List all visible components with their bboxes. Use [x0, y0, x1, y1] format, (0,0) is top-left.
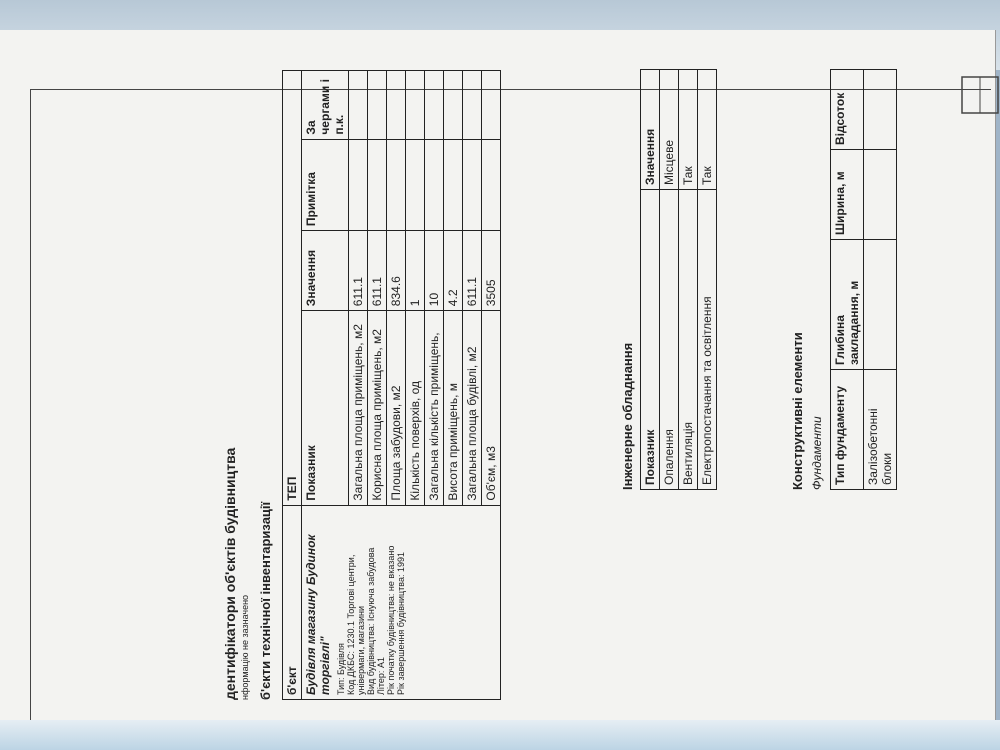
tep-indicator: Корисна площа приміщень, м2 — [368, 311, 387, 505]
tep-indicator: Загальна кількість приміщень, — [425, 311, 444, 505]
foundations-subtitle: Фундаменти — [810, 416, 824, 490]
col-tep-header: ТЕП — [283, 71, 302, 506]
tep-value: 1 — [406, 231, 425, 311]
foundation-offset — [864, 70, 897, 150]
tep-value: 611.1 — [368, 231, 387, 311]
object-line: Вид будівництва: Існуюча забудова — [366, 547, 376, 695]
object-line: Літер: А1 — [376, 657, 386, 695]
tep-note — [349, 139, 368, 230]
foundation-width-header: Ширина, м — [831, 150, 864, 240]
eng-indicator: Вентиляція — [679, 190, 698, 490]
tep-stage — [444, 71, 463, 140]
eng-indicator-header: Показник — [641, 190, 660, 490]
tep-stage-header: За чергами і п.к. — [302, 71, 349, 140]
foundations-table — [830, 69, 897, 490]
tep-value: 834.6 — [387, 231, 406, 311]
tep-note — [482, 139, 501, 230]
tep-indicator: Об'єм, м3 — [482, 311, 501, 505]
tep-value-header: Значення — [302, 231, 349, 311]
object-line: Тип: Будівля — [336, 643, 346, 695]
tep-note — [368, 139, 387, 230]
object-line: універмаги, магазини — [356, 606, 366, 695]
tep-value: 611.1 — [349, 231, 368, 311]
note-text: нформацію не зазначено — [240, 594, 250, 700]
tep-indicator: Кількість поверхів, од — [406, 311, 425, 505]
object-description-cell — [302, 505, 501, 699]
document-page — [0, 30, 996, 735]
tep-value: 611.1 — [463, 231, 482, 311]
table-row — [864, 70, 897, 490]
tep-value: 10 — [425, 231, 444, 311]
objects-table — [282, 70, 501, 700]
table-row — [679, 70, 698, 490]
tep-indicator: Загальна площа приміщень, м2 — [349, 311, 368, 505]
tep-note-header: Примітка — [302, 139, 349, 230]
rotated-document — [0, 70, 1000, 750]
tep-stage — [387, 71, 406, 140]
tep-stage — [368, 71, 387, 140]
tep-indicator: Висота приміщень, м — [444, 311, 463, 505]
eng-indicator: Опалення — [660, 190, 679, 490]
tep-stage — [425, 71, 444, 140]
tep-stage — [406, 71, 425, 140]
eng-indicator: Електропостачання та освітлення — [698, 190, 717, 490]
foundation-width — [864, 150, 897, 240]
tep-value: 3505 — [482, 231, 501, 311]
tep-note — [463, 139, 482, 230]
tep-stage — [482, 71, 501, 140]
tep-stage — [463, 71, 482, 140]
table-row — [660, 70, 679, 490]
background-bottom — [0, 720, 1000, 750]
engineering-table — [640, 69, 717, 490]
eng-value: Місцеве — [660, 70, 679, 190]
foundation-offset-header: Відсоток — [831, 70, 864, 150]
eng-value: Так — [679, 70, 698, 190]
eng-value-header: Значення — [641, 70, 660, 190]
tep-note — [444, 139, 463, 230]
table-row — [698, 70, 717, 490]
object-line: Код ДКБС: 1230.1 Торгові центри, — [346, 554, 356, 695]
foundation-depth — [864, 240, 897, 370]
tep-indicator-header: Показник — [302, 311, 349, 505]
objects-title: б'єкти технічної інвентаризації — [258, 501, 273, 700]
object-line: Рік початку будівництва: не вказано — [386, 545, 396, 695]
tep-value: 4.2 — [444, 231, 463, 311]
tep-note — [406, 139, 425, 230]
structural-title: Конструктивні елементи — [790, 332, 805, 490]
object-name: Будівля магазину Будинок торгівлі" — [304, 534, 332, 695]
foundation-type: Залізобетонні блоки — [864, 370, 897, 490]
tep-indicator: Загальна площа будівлі, м2 — [463, 311, 482, 505]
tep-note — [425, 139, 444, 230]
col-object-header: б'єкт — [283, 505, 302, 699]
eng-value: Так — [698, 70, 717, 190]
object-line: Рік завершення будівництва: 1991 — [396, 552, 406, 695]
logo-emblem-icon — [960, 75, 1000, 115]
tep-stage — [349, 71, 368, 140]
engineering-title: Інженерне обладнання — [620, 342, 635, 490]
foundation-depth-header: Глибина закладання, м — [831, 240, 864, 370]
foundation-type-header: Тип фундаменту — [831, 370, 864, 490]
section-title: дентифікатори об'єктів будівництва — [222, 447, 238, 700]
tep-indicator: Площа забудови, м2 — [387, 311, 406, 505]
tep-note — [387, 139, 406, 230]
